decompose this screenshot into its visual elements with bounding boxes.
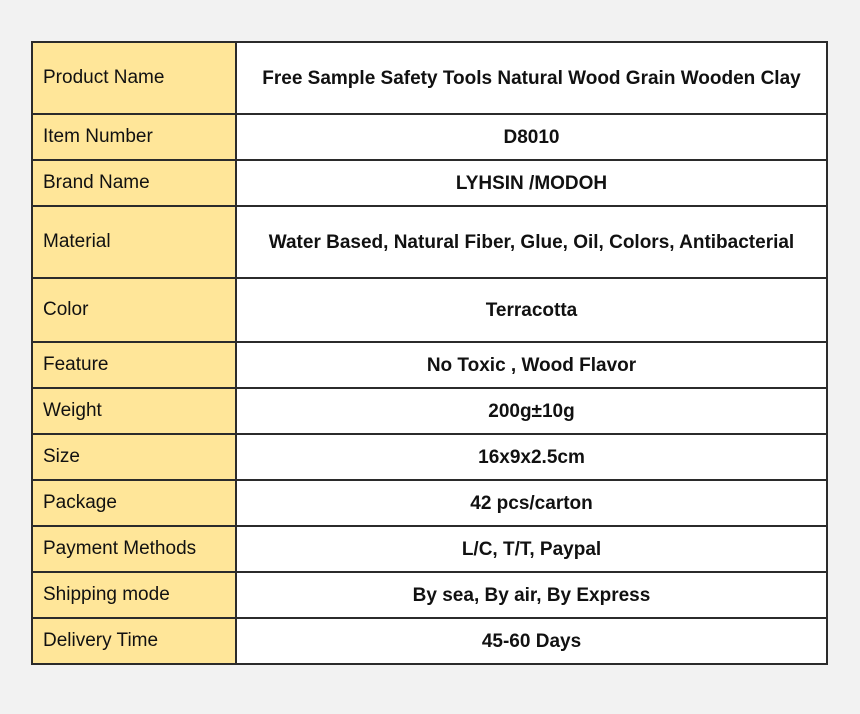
product-spec-table xyxy=(31,41,828,665)
table-row-material xyxy=(32,206,827,278)
row-label: Size xyxy=(32,434,236,480)
row-label: Product Name xyxy=(32,42,236,114)
row-label: Item Number xyxy=(32,114,236,160)
table-row-size xyxy=(32,434,827,480)
row-label: Brand Name xyxy=(32,160,236,206)
row-label: Shipping mode xyxy=(32,572,236,618)
row-value: LYHSIN /MODOH xyxy=(236,160,827,206)
table-row-product-name xyxy=(32,42,827,114)
product-spec-table-container xyxy=(31,41,828,665)
row-label: Payment Methods xyxy=(32,526,236,572)
row-label: Delivery Time xyxy=(32,618,236,664)
row-value: Free Sample Safety Tools Natural Wood Grain Wooden Clay xyxy=(236,42,827,114)
table-row-weight xyxy=(32,388,827,434)
row-label: Color xyxy=(32,278,236,342)
table-row-color xyxy=(32,278,827,342)
table-row-item-number xyxy=(32,114,827,160)
row-value: 200g±10g xyxy=(236,388,827,434)
row-label: Package xyxy=(32,480,236,526)
table-row-brand-name xyxy=(32,160,827,206)
row-value: No Toxic , Wood Flavor xyxy=(236,342,827,388)
row-value: L/C, T/T, Paypal xyxy=(236,526,827,572)
row-value: Terracotta xyxy=(236,278,827,342)
table-row-package xyxy=(32,480,827,526)
table-row-payment-methods xyxy=(32,526,827,572)
row-value: D8010 xyxy=(236,114,827,160)
row-label: Feature xyxy=(32,342,236,388)
row-value: Water Based, Natural Fiber, Glue, Oil, Colors, Antibacterial xyxy=(236,206,827,278)
row-value: By sea, By air, By Express xyxy=(236,572,827,618)
row-value: 42 pcs/carton xyxy=(236,480,827,526)
table-row-delivery-time xyxy=(32,618,827,664)
row-label: Weight xyxy=(32,388,236,434)
table-row-shipping-mode xyxy=(32,572,827,618)
row-value: 16x9x2.5cm xyxy=(236,434,827,480)
row-value: 45-60 Days xyxy=(236,618,827,664)
row-label: Material xyxy=(32,206,236,278)
table-row-feature xyxy=(32,342,827,388)
